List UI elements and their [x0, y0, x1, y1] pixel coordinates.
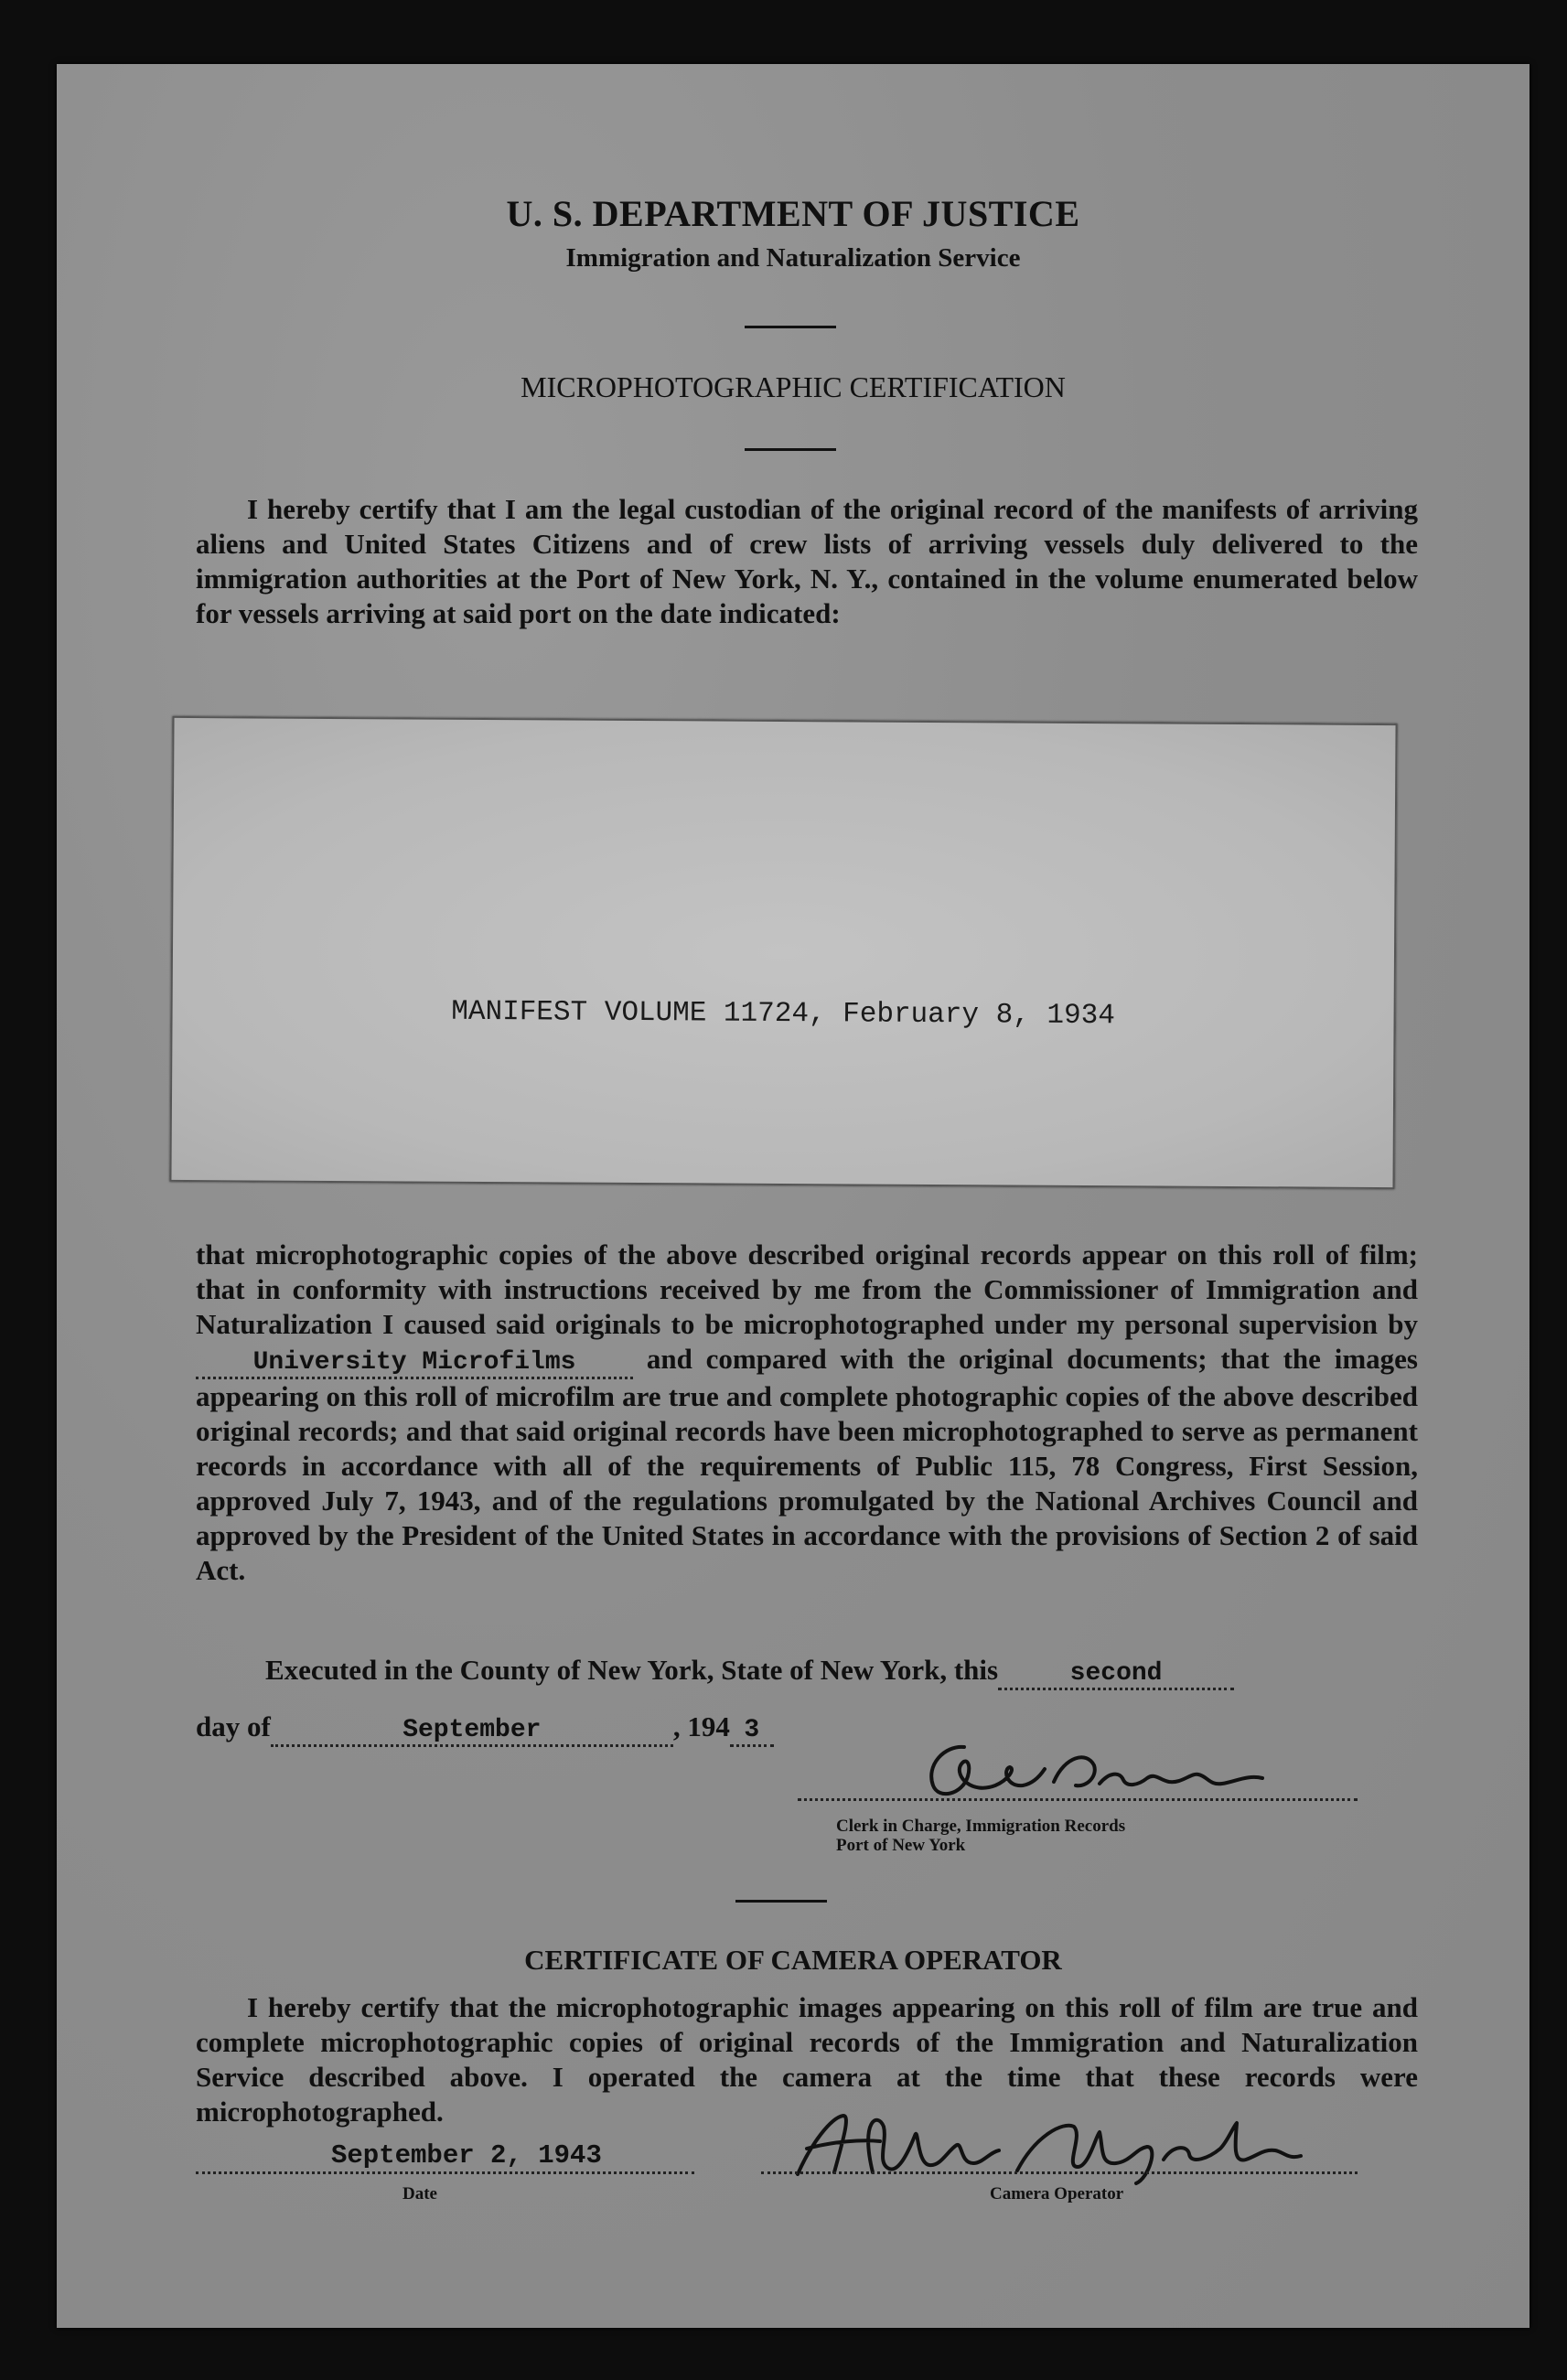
clerk-signature-line	[798, 1798, 1358, 1801]
execution-prefix: Executed in the County of New York, State of New York, this	[265, 1654, 999, 1686]
operator-date-label: Date	[402, 2184, 437, 2203]
execution-year-value: 3	[744, 1716, 760, 1744]
day-of-label: day of	[196, 1710, 271, 1742]
form-title: MICROPHOTOGRAPHIC CERTIFICATION	[521, 370, 1066, 403]
divider-rule-2	[745, 448, 836, 451]
body-paragraph-part1: that microphotographic copies of the above described original records appear on this roll of film; that in conformity with instructions received by me from the Commissioner of Immigration and Naturalization I caused said originals to be microphotographed under my personal supervision by	[196, 1238, 1418, 1340]
day-of-line	[196, 1710, 774, 1747]
operator-signature-line	[761, 2171, 1358, 2174]
manifest-record-card	[169, 716, 1397, 1189]
execution-day-value: second	[1069, 1659, 1163, 1688]
photographer-value: University Microfilms	[252, 1348, 576, 1377]
divider-rule-1	[745, 326, 836, 328]
divider-rule-3	[735, 1900, 827, 1903]
clerk-title-line1: Clerk in Charge, Immigration Records	[836, 1817, 1126, 1836]
execution-line	[265, 1654, 1234, 1690]
camera-operator-signature	[770, 2099, 1337, 2191]
photographer-field	[196, 1349, 633, 1379]
execution-month-field	[271, 1717, 673, 1747]
operator-date-line	[196, 2171, 694, 2174]
clerk-title-line2: Port of New York	[836, 1836, 966, 1855]
camera-operator-paragraph: I hereby certify that the microphotographic images appearing on this roll of film are true and complete microphotographic copies of original records of the Immigration and Naturalization Service described above. I operated the camera at the time that these records were microphotographed.	[196, 1991, 1418, 2128]
intro-paragraph: I hereby certify that I am the legal custodian of the original record of the manifests of arriving aliens and United States Citizens and of crew lists of arriving vessels duly delivered to the immigration authorities at the Port of New York, N. Y., contained in the volume enumerated below for vessels arriving at said port on the date indicated:	[196, 493, 1418, 629]
operator-date-value: September 2, 1943	[331, 2140, 602, 2171]
year-prefix: , 194	[672, 1710, 730, 1742]
body-paragraph	[196, 1238, 1418, 1588]
service-subheading: Immigration and Naturalization Service	[565, 243, 1021, 273]
body-paragraph-part2: and compared with the original documents; that the images appearing on this roll of microfilm are true and complete photographic copies of the above described original records; and that said original records have been microphotographed to serve as permanent records in accordance with all of the requirements of Public 115, 78 Congress, First Session, approved July 7, 1943, and of the regulations promulgated by the National Archives Council and approved by the President of the United States in accordance with the provisions of Section 2 of said Act.	[196, 1343, 1418, 1586]
execution-year-field	[730, 1717, 774, 1747]
execution-month-value: September	[402, 1716, 542, 1744]
certificate-page	[57, 64, 1529, 2328]
camera-operator-title: CERTIFICATE OF CAMERA OPERATOR	[524, 1944, 1062, 1976]
execution-day-field	[998, 1660, 1234, 1690]
camera-operator-label: Camera Operator	[990, 2184, 1124, 2203]
manifest-volume-text: MANIFEST VOLUME 11724, February 8, 1934	[451, 995, 1115, 1033]
department-heading: U. S. DEPARTMENT OF JUSTICE	[506, 193, 1080, 234]
